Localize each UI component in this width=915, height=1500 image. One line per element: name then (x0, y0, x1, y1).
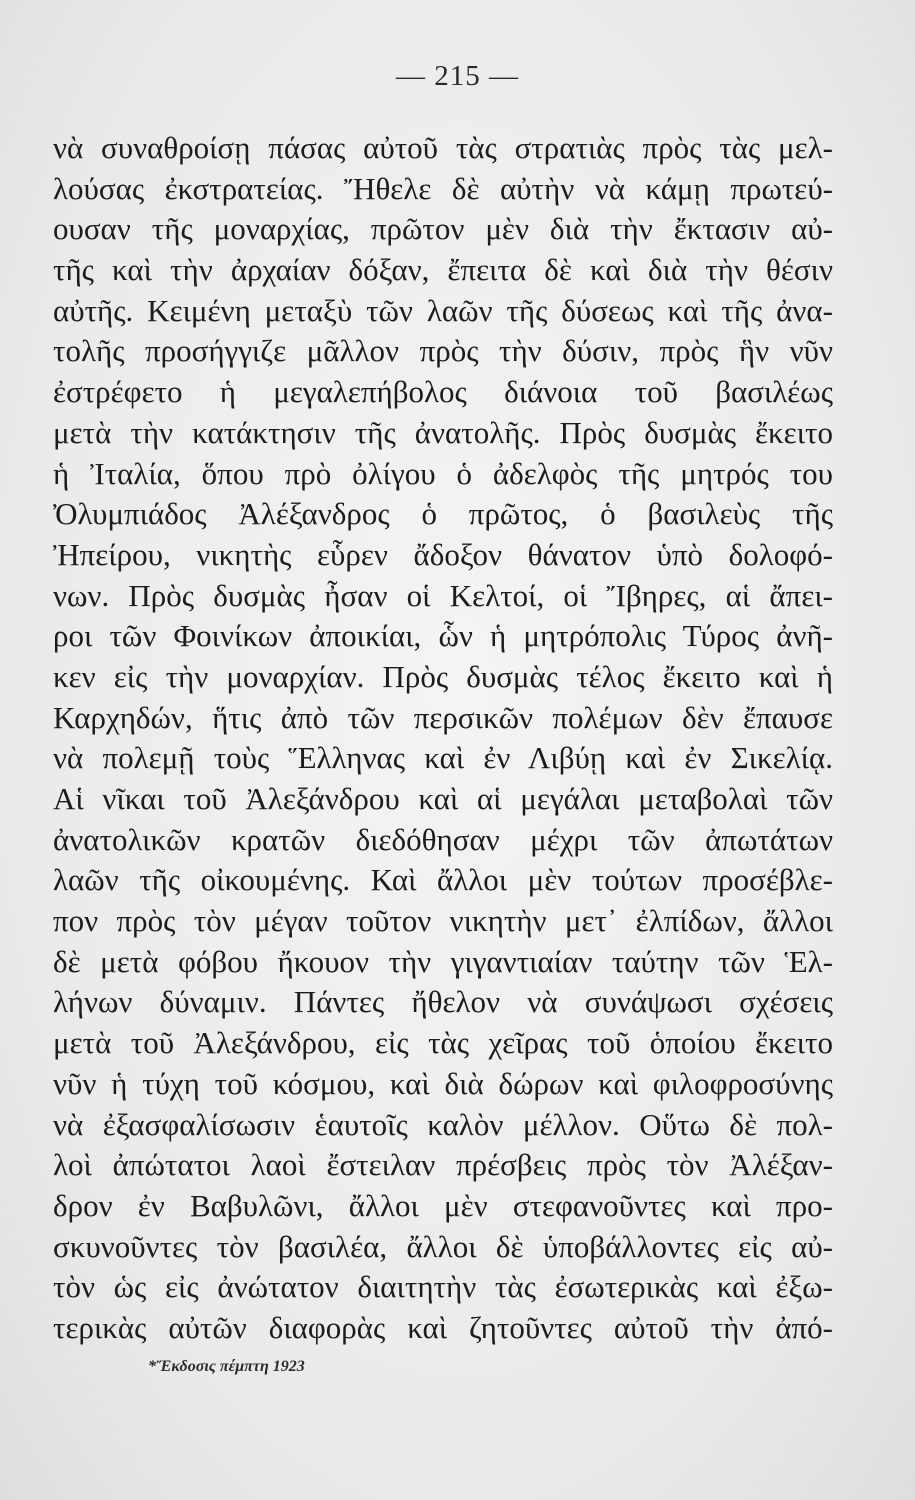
page-number: — 215 — (396, 60, 519, 92)
text-line: ουσαν τῆς μοναρχίας, πρῶτον μὲν διὰ τὴν ἔκτασιν αὐ- (53, 211, 833, 247)
text-line: ροι τῶν Φοινίκων ἀποικίαι, ὧν ἡ μητρόπολις Τύρος ἀνῆ- (53, 618, 833, 654)
edition-footnote: *Ἔκδοσις πέμπτη 1923 (148, 1358, 305, 1375)
text-line: νὰ ἐξασφαλίσωσιν ἑαυτοῖς καλὸν μέλλον. Οὕτω δὲ πολ- (53, 1106, 833, 1142)
text-line: μετὰ τὴν κατάκτησιν τῆς ἀνατολῆς. Πρὸς δυσμὰς ἔκειτο (53, 414, 833, 450)
text-line: λούσας ἐκστρατείας. Ἤθελε δὲ αὐτὴν νὰ κάμῃ πρωτεύ- (53, 170, 833, 206)
text-line: αὐτῆς. Κειμένη μεταξὺ τῶν λαῶν τῆς δύσεως καὶ τῆς ἀνα- (53, 292, 833, 328)
text-line: δρον ἐν Βαβυλῶνι, ἄλλοι μὲν στεφανοῦντες καὶ προ- (53, 1187, 833, 1223)
text-line: Αἱ νῖκαι τοῦ Ἀλεξάνδρου καὶ αἱ μεγάλαι μεταβολαὶ τῶν (53, 781, 833, 816)
text-line: ἐστρέφετο ἡ μεγαλεπήβολος διάνοια τοῦ βασιλέως (53, 374, 833, 410)
text-line: νὰ πολεμῇ τοὺς Ἕλληνας καὶ ἐν Λιβύῃ καὶ ἐν Σικελίᾳ. (53, 740, 833, 776)
text-line: σκυνοῦντες τὸν βασιλέα, ἄλλοι δὲ ὑποβάλλοντες εἰς αὐ- (53, 1228, 833, 1264)
text-line: κεν εἰς τὴν μοναρχίαν. Πρὸς δυσμὰς τέλος ἔκειτο καὶ ἡ (53, 658, 833, 694)
text-line: Ἠπείρου, νικητὴς εὗρεν ἄδοξον θάνατον ὑπὸ δολοφό- (53, 536, 833, 572)
text-line: τολῆς προσήγγιζε μᾶλλον πρὸς τὴν δύσιν, πρὸς ἣν νῦν (53, 333, 833, 369)
text-line: λαῶν τῆς οἰκουμένης. Καὶ ἄλλοι μὲν τούτων προσέβλε- (53, 862, 833, 898)
text-line: Ὀλυμπιάδος Ἀλέξανδρος ὁ πρῶτος, ὁ βασιλεὺς τῆς (53, 496, 833, 532)
text-line: μετὰ τοῦ Ἀλεξάνδρου, εἰς τὰς χεῖρας τοῦ ὁποίου ἔκειτο (53, 1025, 833, 1061)
text-line: νων. Πρὸς δυσμὰς ἦσαν οἱ Κελτοί, οἱ Ἴβηρες, αἱ ἄπει- (53, 577, 833, 613)
text-line: νὰ συναθροίσῃ πάσας αὐτοῦ τὰς στρατιὰς πρὸς τὰς μελ- (53, 130, 833, 165)
text-line: ἀνατολικῶν κρατῶν διεδόθησαν μέχρι τῶν ἀπωτάτων (53, 821, 833, 857)
text-line: ἡ Ἰταλία, ὅπου πρὸ ὀλίγου ὁ ἀδελφὸς τῆς μητρός του (53, 455, 833, 491)
text-line: τερικὰς αὐτῶν διαφορὰς καὶ ζητοῦντες αὐτοῦ τὴν ἀπό- (53, 1309, 833, 1345)
text-line: Καρχηδών, ἥτις ἀπὸ τῶν περσικῶν πολέμων δὲν ἔπαυσε (53, 699, 833, 735)
text-line: λήνων δύναμιν. Πάντες ἤθελον νὰ συνάψωσι σχέσεις (53, 984, 833, 1020)
body-text (53, 128, 833, 1349)
text-line: λοὶ ἀπώτατοι λαοὶ ἔστειλαν πρέσβεις πρὸς τὸν Ἀλέξαν- (53, 1147, 833, 1183)
text-line: τῆς καὶ τὴν ἀρχαίαν δόξαν, ἔπειτα δὲ καὶ διὰ τὴν θέσιν (53, 252, 833, 288)
text-line: δὲ μετὰ φόβου ἤκουον τὴν γιγαντιαίαν ταύτην τῶν Ἑλ- (53, 943, 833, 979)
text-line: πον πρὸς τὸν μέγαν τοῦτον νικητὴν μετ᾿ ἐλπίδων, ἄλλοι (53, 903, 833, 939)
text-line: τὸν ὡς εἰς ἀνώτατον διαιτητὴν τὰς ἐσωτερικὰς καὶ ἐξω- (53, 1269, 833, 1305)
text-line: νῦν ἡ τύχη τοῦ κόσμου, καὶ διὰ δώρων καὶ φιλοφροσύνης (53, 1065, 833, 1101)
